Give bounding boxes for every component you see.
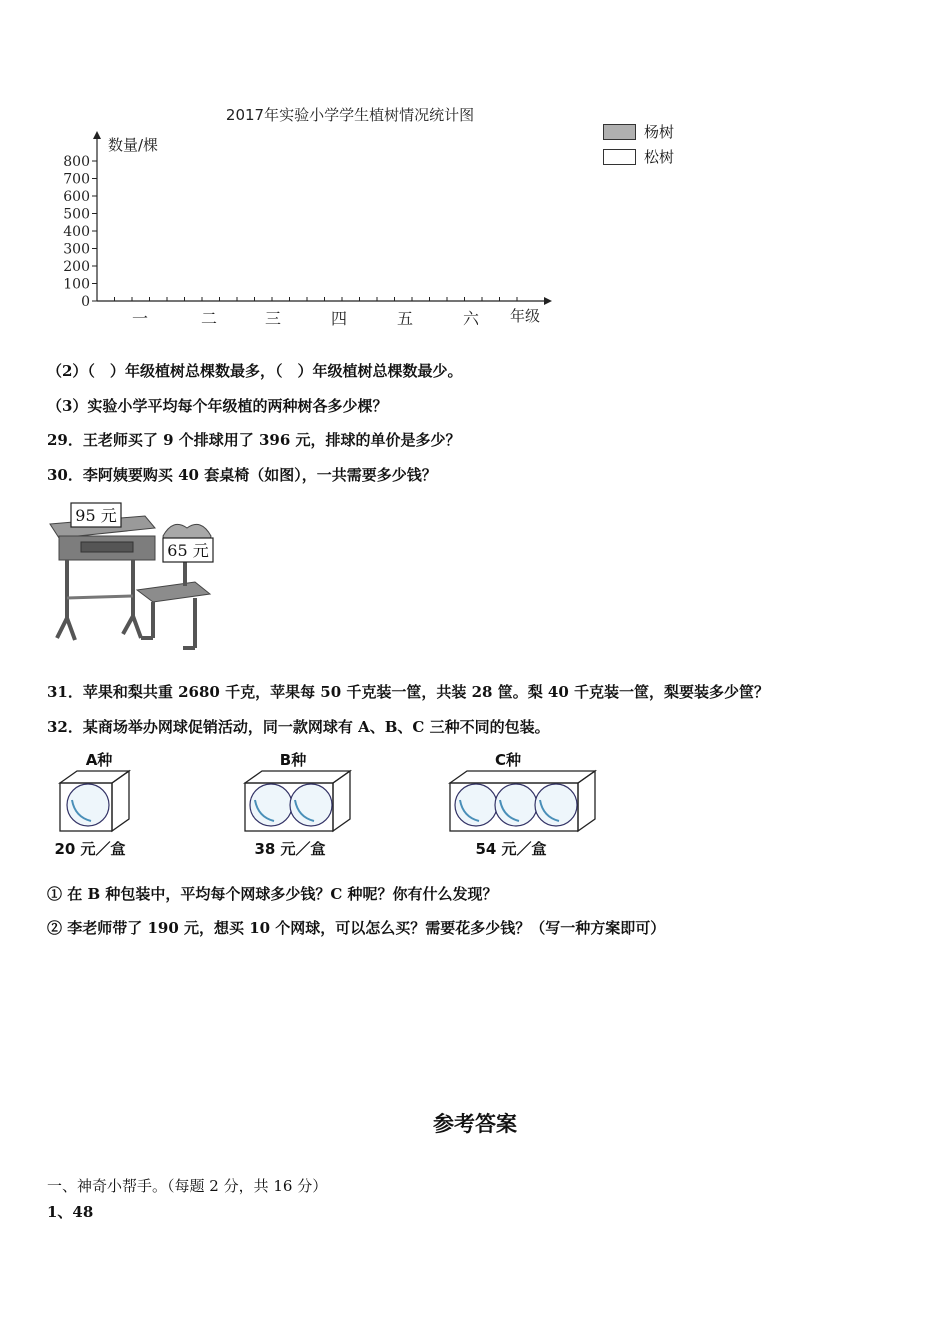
chair-legs [141, 558, 195, 648]
chair-price: 65 元 [167, 541, 209, 560]
answer-1: 1、48 [47, 1203, 94, 1221]
question-29: 29．王老师买了 9 个排球用了 396 元，排球的单价是多少？ [47, 431, 461, 449]
question-30: 30．李阿姨要购买 40 套桌椅（如图），一共需要多少钱？ [47, 466, 437, 484]
chart-title: 2017年实验小学学生植树情况统计图 [225, 106, 475, 124]
question-31: 31．苹果和梨共重 2680 千克，苹果每 50 千克装一筐，共装 28 筐。梨 40 千克装一筐，梨要装多少筐？ [47, 683, 770, 701]
y-axis-arrow [93, 131, 101, 139]
x-axis-arrow [544, 297, 552, 305]
desk-price: 95 元 [75, 506, 117, 525]
desk-legs [57, 560, 141, 640]
y-tick-label: 0 [81, 294, 90, 310]
package-b [245, 751, 350, 858]
package-c [450, 751, 595, 858]
tree-planting-chart [40, 95, 700, 335]
y-tick-label: 100 [63, 276, 90, 293]
x-category-label: 六 [462, 309, 480, 328]
package-b-label: B种 [279, 751, 307, 769]
answer-heading: 参考答案 [433, 1111, 517, 1136]
tennis-ball-packages [45, 745, 605, 865]
y-tick-label: 600 [63, 189, 90, 205]
legend-swatch-pine [603, 149, 636, 165]
question-32: 32．某商场举办网球促销活动，同一款网球有 A、B、C 三种不同的包装。 [47, 718, 550, 736]
package-a [54, 751, 129, 858]
answer-section-1: 一、神奇小帮手。（每题 2 分，共 16 分） [47, 1177, 328, 1195]
desk-chair-illustration [45, 498, 225, 658]
x-axis-label: 年级 [510, 307, 541, 325]
question-28-2: （2）（ ）年级植树总棵数最多，（ ）年级植树总棵数最少。 [47, 362, 463, 380]
question-32-1: ① 在 B 种包装中，平均每个网球多少钱？C 种呢？你有什么发现？ [47, 885, 498, 903]
package-a-label: A种 [85, 751, 113, 769]
legend-label-poplar: 杨树 [644, 123, 675, 141]
package-c-price: 54 元／盒 [475, 840, 547, 858]
x-category-label: 三 [264, 309, 282, 328]
question-32-2: ② 李老师带了 190 元，想买 10 个网球，可以怎么买？需要花多少钱？（写一种方案即可） [47, 919, 666, 937]
package-a-price: 20 元／盒 [54, 840, 126, 858]
x-category-label: 四 [330, 309, 348, 328]
y-tick-label: 400 [63, 224, 90, 240]
package-b-price: 38 元／盒 [254, 840, 326, 858]
question-28-3: （3）实验小学平均每个年级植的两种树各多少棵？ [47, 397, 388, 415]
y-tick-label: 700 [63, 171, 90, 188]
y-axis-label: 数量/棵 [108, 136, 159, 154]
y-tick-label: 500 [63, 206, 90, 223]
package-c-label: C种 [494, 751, 522, 769]
y-tick-label: 200 [63, 259, 90, 275]
x-category-label: 一 [131, 309, 149, 328]
chair-seat [137, 582, 210, 602]
y-tick-label: 300 [63, 241, 90, 258]
y-tick-label: 800 [63, 154, 90, 170]
x-category-label: 五 [396, 309, 414, 328]
x-category-label: 二 [200, 309, 218, 328]
legend-swatch-poplar [603, 124, 636, 140]
legend-label-pine: 松树 [644, 148, 675, 166]
